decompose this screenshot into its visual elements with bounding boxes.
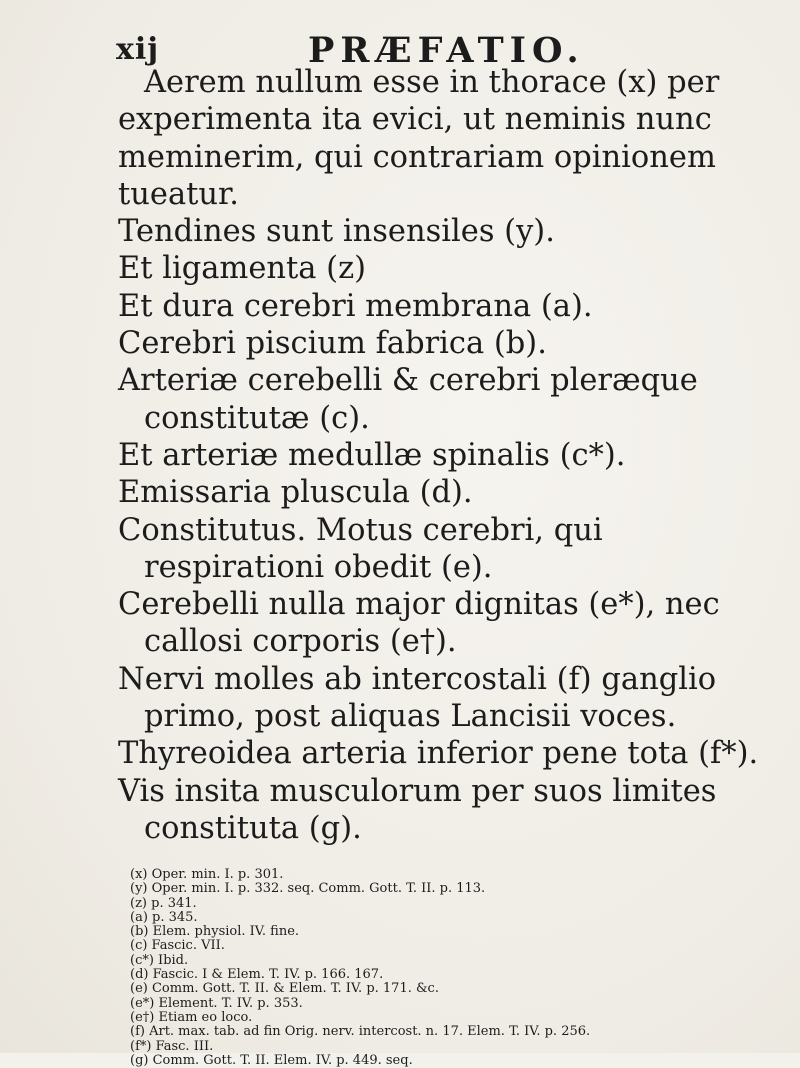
paragraph-ligamenta: Et ligamenta (z) — [118, 251, 367, 287]
footnote-e-dagger: (e†) Etiam eo loco. — [130, 1009, 253, 1025]
footnote-c: (c) Fascic. VII. — [130, 938, 225, 954]
footnote-f: (f) Art. max. tab. ad fin Orig. nerv. intercost. n. 17. Elem. T. IV. p. 256. — [130, 1024, 591, 1040]
footnote-e-star: (e*) Element. T. IV. p. 353. — [130, 995, 303, 1011]
footnote-d: (d) Fascic. I & Elem. T. IV. p. 166. 167. — [130, 967, 384, 983]
paragraph-aerem: Aerem nullum esse in thorace (x) per experimenta ita evici, ut neminis nunc meminerim, qui contrariam opinionem tueatur. — [118, 65, 720, 212]
footnote-b: (b) Elem. physiol. IV. fine. — [130, 924, 300, 940]
footnote-y: (y) Oper. min. I. p. 332. seq. Comm. Gott. T. II. p. 113. — [130, 881, 486, 897]
footnote-z: (z) p. 341. — [130, 895, 197, 911]
paragraph-piscium: Cerebri piscium fabrica (b). — [118, 326, 547, 362]
paragraph-dura: Et dura cerebri membrana (a). — [118, 288, 593, 324]
paragraph-vis-insita: Vis insita musculorum per suos limites constituta (g). — [118, 773, 717, 846]
paragraph-thyreoidea: Thyreoidea arteria inferior pene tota (f*). — [118, 736, 759, 772]
footnote-c-star: (c*) Ibid. — [130, 952, 189, 968]
footnote-f-star: (f*) Fasc. III. — [130, 1038, 214, 1054]
footnote-a: (a) p. 345. — [130, 909, 198, 925]
paragraph-arteriae-medullae: Et arteriæ medullæ spinalis (c*). — [118, 437, 626, 473]
footnote-e: (e) Comm. Gott. T. II. & Elem. T. IV. p. 171. &c. — [130, 981, 439, 997]
paragraph-emissaria: Emissaria pluscula (d). — [118, 475, 473, 511]
footnote-g: (g) Comm. Gott. T. II. Elem. IV. p. 449. seq. — [130, 1052, 413, 1068]
footnote-x: (x) Oper. min. I. p. 301. — [130, 867, 284, 882]
paragraph-constitutus: Constitutus. Motus cerebri, qui respirationi obedit (e). — [118, 512, 603, 585]
running-title: PRÆFATIO. — [308, 30, 585, 71]
paragraph-nervi: Nervi molles ab intercostali (f) ganglio primo, post aliquas Lancisii voces. — [118, 661, 717, 735]
paragraph-tendines: Tendines sunt insensiles (y). — [118, 214, 555, 250]
footnotes — [130, 868, 790, 1068]
paragraph-cerebelli: Cerebelli nulla major dignitas (e*), nec callosi corporis (e†). — [118, 587, 720, 660]
main-text — [118, 64, 788, 847]
page-number: xij — [116, 32, 160, 67]
paragraph-arteriae-cerebelli: Arteriæ cerebelli & cerebri pleræque constitutæ (c). — [118, 363, 698, 436]
